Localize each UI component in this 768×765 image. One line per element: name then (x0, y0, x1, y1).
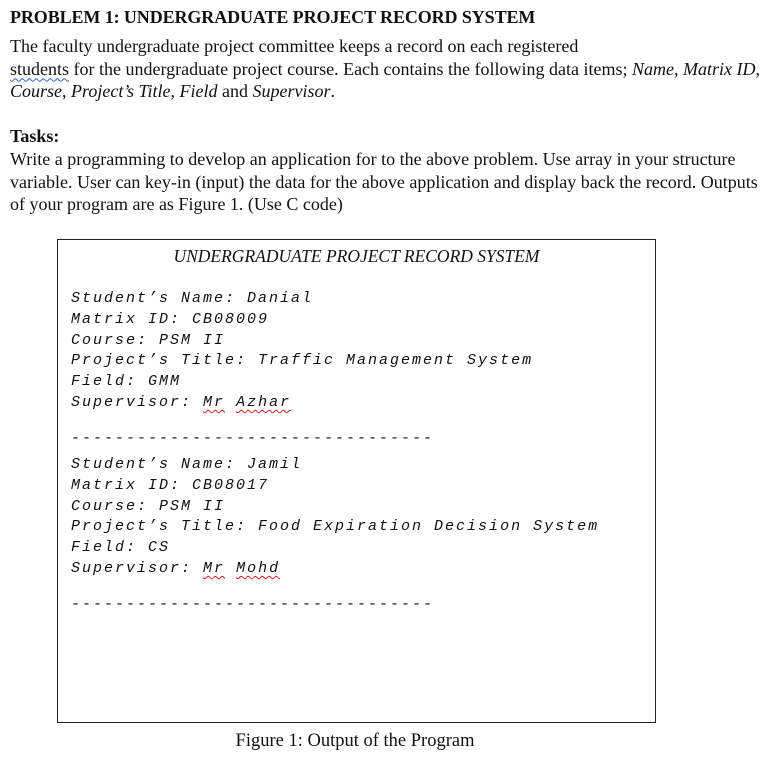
field-name: Name (632, 58, 674, 79)
intro-text: for the undergraduate project course. Each contains the following data items; (69, 58, 632, 79)
intro-text: The faculty undergraduate project committee keeps a record on each registered (10, 36, 579, 56)
record-supervisor-name: Mohd (236, 559, 281, 577)
field-course: Course (10, 81, 63, 102)
record-1: Student’s Name: Danial Matrix ID: CB08009 Course: PSM II Project’s Title: Traffic Management System Field: GMM Supervisor: Mr Azhar (71, 290, 534, 411)
record-course: PSM II (159, 497, 226, 515)
record-course: PSM II (159, 331, 226, 349)
field-title: Project’s Title (71, 81, 171, 102)
tasks-text: Write a programming to develop an application for to the above problem. Use array in your structure variable. User can key-in (input) the data for the above application and display back the record. Outputs of your program are as Figure 1. (Use C code) (10, 149, 758, 215)
intro-paragraph: The faculty undergraduate project committee keeps a record on each registered students for the undergraduate project course. Each contains the following data items; Name, Matrix ID, Course, Project’s Title, Field and Supervisor. (10, 36, 760, 102)
field-matrix: Matrix ID (683, 58, 756, 79)
record-supervisor-title: Mr (203, 393, 226, 411)
record-name: Danial (247, 290, 314, 307)
field-field: Field (179, 81, 218, 102)
record-matrix: CB08009 (192, 310, 270, 328)
record-name: Jamil (247, 456, 303, 473)
figure-title: UNDERGRADUATE PROJECT RECORD SYSTEM (173, 246, 540, 266)
record-supervisor-name: Azhar (236, 393, 292, 411)
record-supervisor-title: Mr (203, 559, 226, 577)
figure-output-box (57, 239, 656, 723)
figure-caption: Figure 1: Output of the Program (235, 731, 475, 751)
record-2: Student’s Name: Jamil Matrix ID: CB08017 Course: PSM II Project’s Title: Food Expiration Decision System Field: CS Supervisor: Mr Mohd (71, 456, 600, 577)
record-field: CS (148, 539, 171, 557)
problem-heading: PROBLEM 1: UNDERGRADUATE PROJECT RECORD SYSTEM (10, 7, 536, 27)
record-title: Food Expiration Decision System (258, 518, 600, 536)
tasks-label: Tasks: (10, 126, 60, 146)
record-field: GMM (148, 373, 182, 391)
record-separator: --------------------------------- (71, 596, 435, 613)
record-matrix: CB08017 (192, 476, 270, 494)
record-separator: --------------------------------- (71, 430, 435, 447)
field-supervisor: Supervisor (252, 81, 331, 102)
record-title: Traffic Management System (258, 352, 534, 370)
grammar-flagged-word: students (10, 58, 70, 79)
